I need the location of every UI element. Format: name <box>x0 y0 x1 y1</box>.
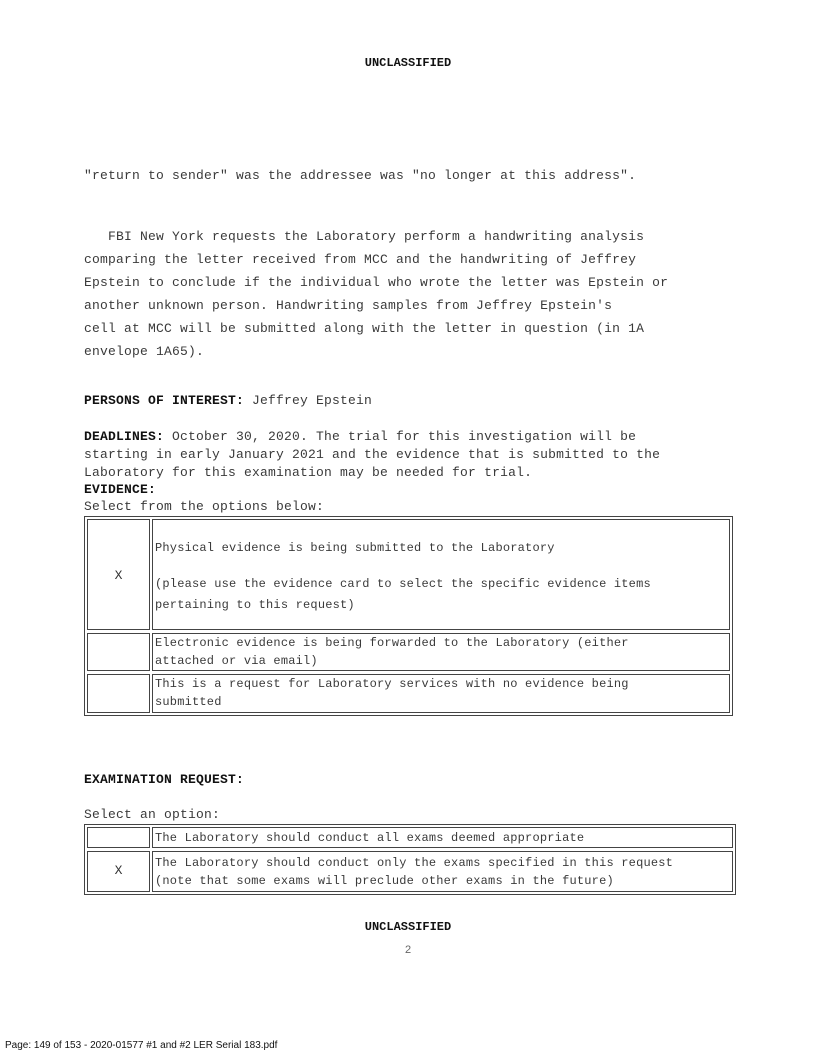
persons-of-interest <box>84 392 372 410</box>
examination-instruction: Select an option: <box>84 807 221 822</box>
deadlines <box>84 410 660 500</box>
deadlines-line1: October 30, 2020. The trial for this investigation will be <box>164 429 637 444</box>
deadlines-line2: starting in early January 2021 and the evidence that is submitted to the <box>84 447 661 462</box>
evidence-option-1-line3: pertaining to this request) <box>155 598 355 612</box>
exam-option-2-checkbox[interactable] <box>87 851 150 892</box>
page-number: 2 <box>404 944 412 956</box>
paragraph-line: Epstein to conclude if the individual who wrote the letter was Epstein or <box>84 275 669 290</box>
deadlines-line3: Laboratory for this examination may be needed for trial. <box>84 465 533 480</box>
evidence-option-1-line1: Physical evidence is being submitted to the Laboratory <box>155 541 555 555</box>
paragraph-line: comparing the letter received from MCC and the handwriting of Jeffrey <box>84 252 637 267</box>
evidence-table <box>84 516 733 716</box>
selected-mark: X <box>114 568 123 583</box>
evidence-option-2-line1: Electronic evidence is being forwarded to the Laboratory (either <box>155 636 629 650</box>
exam-option-1-checkbox[interactable] <box>87 827 150 848</box>
evidence-option-1 <box>152 519 730 630</box>
deadlines-label: DEADLINES: <box>84 429 165 444</box>
pdf-page-footer: Page: 149 of 153 - 2020-01577 #1 and #2 LER Serial 183.pdf <box>5 1040 278 1051</box>
evidence-option-1-checkbox[interactable] <box>87 519 150 630</box>
exam-option-2 <box>152 851 733 892</box>
evidence-instruction: Select from the options below: <box>84 499 325 514</box>
paragraph-line: envelope 1A65). <box>84 344 205 359</box>
paragraph-line: another unknown person. Handwriting samples from Jeffrey Epstein's <box>84 298 613 313</box>
evidence-option-3-line2: submitted <box>155 695 222 709</box>
classification-footer: UNCLASSIFIED <box>364 920 452 934</box>
selected-mark: X <box>114 863 123 878</box>
evidence-option-3-checkbox[interactable] <box>87 674 150 713</box>
evidence-option-1-line2: (please use the evidence card to select the specific evidence items <box>155 577 651 591</box>
evidence-option-2-checkbox[interactable] <box>87 633 150 671</box>
evidence-heading: EVIDENCE: <box>84 482 157 497</box>
evidence-option-3 <box>152 674 730 713</box>
examination-table <box>84 824 736 895</box>
examination-heading: EXAMINATION REQUEST: <box>84 772 245 787</box>
classification-header: UNCLASSIFIED <box>364 56 452 70</box>
poi-value: Jeffrey Epstein <box>244 393 373 408</box>
request-paragraph <box>84 202 668 386</box>
paragraph-line: cell at MCC will be submitted along with the letter in question (in 1A <box>84 321 645 336</box>
exam-option-1-line1: The Laboratory should conduct all exams deemed appropriate <box>155 831 585 845</box>
evidence-option-2-line2: attached or via email) <box>155 654 318 668</box>
evidence-option-2 <box>152 633 730 671</box>
exam-option-2-line1: The Laboratory should conduct only the exams specified in this request <box>155 856 674 870</box>
exam-option-2-line2: (note that some exams will preclude other exams in the future) <box>155 874 614 888</box>
exam-option-1 <box>152 827 733 848</box>
body-line-return-to-sender: "return to sender" was the addressee was "no longer at this address". <box>84 168 637 183</box>
poi-label: PERSONS OF INTEREST: <box>84 393 245 408</box>
evidence-option-3-line1: This is a request for Laboratory services with no evidence being <box>155 677 629 691</box>
paragraph-line: FBI New York requests the Laboratory perform a handwriting analysis <box>84 229 645 244</box>
